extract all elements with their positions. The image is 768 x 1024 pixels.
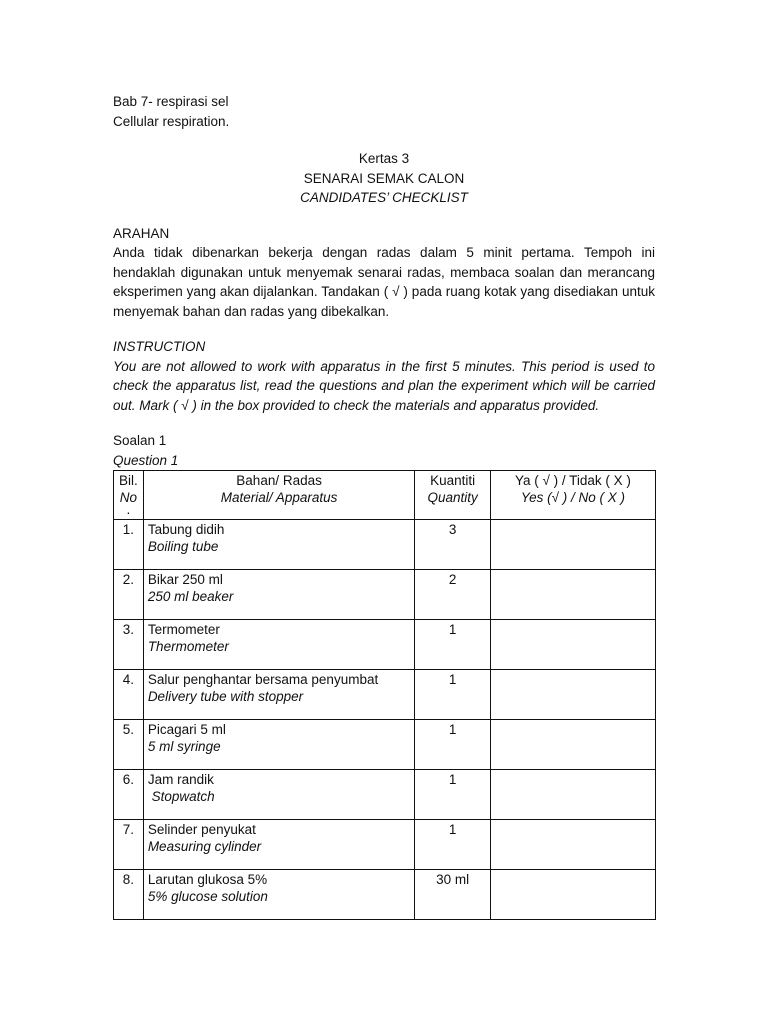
row-check-box[interactable] xyxy=(490,520,655,570)
row-number: 1. xyxy=(114,520,144,570)
instruction-heading-ms: ARAHAN xyxy=(113,225,170,241)
checklist-title-en: CANDIDATES’ CHECKLIST xyxy=(300,190,468,205)
checklist-title-ms: SENARAI SEMAK CALON xyxy=(303,170,465,186)
row-material-en: 250 ml beaker xyxy=(147,588,234,604)
row-number: 8. xyxy=(114,870,144,920)
row-number: 2. xyxy=(114,570,144,620)
instruction-heading-en: INSTRUCTION xyxy=(113,339,206,354)
header-quantity-en: Quantity xyxy=(427,489,478,505)
row-number: 5. xyxy=(114,720,144,770)
row-quantity: 30 ml xyxy=(415,870,491,920)
row-number: 7. xyxy=(114,820,144,870)
header-check-en: Yes (√ ) / No ( X ) xyxy=(520,489,626,505)
row-material-ms: Jam randik xyxy=(147,772,214,787)
document-page xyxy=(113,92,655,920)
row-quantity: 1 xyxy=(415,620,491,670)
row-material-en: 5% glucose solution xyxy=(147,888,268,904)
row-check-box[interactable] xyxy=(490,870,655,920)
row-material-en: Boiling tube xyxy=(147,538,219,554)
row-material-ms: Selinder penyukat xyxy=(147,822,256,837)
header-material-ms: Bahan/ Radas xyxy=(236,473,322,488)
table-row xyxy=(114,620,656,670)
row-number: 4. xyxy=(114,670,144,720)
table-row xyxy=(114,770,656,820)
table-row xyxy=(114,720,656,770)
row-quantity: 1 xyxy=(415,670,491,720)
row-check-box[interactable] xyxy=(490,570,655,620)
header-check xyxy=(490,471,655,520)
row-material xyxy=(143,820,415,870)
table-row xyxy=(114,520,656,570)
row-material-en: Measuring cylinder xyxy=(147,838,262,854)
row-material xyxy=(143,570,415,620)
row-check-box[interactable] xyxy=(490,770,655,820)
table-body xyxy=(114,520,656,920)
row-material xyxy=(143,720,415,770)
table-row xyxy=(114,670,656,720)
row-material-en: Stopwatch xyxy=(147,788,215,804)
row-material-en: Delivery tube with stopper xyxy=(147,688,304,704)
chapter-title: Bab 7- respirasi sel xyxy=(113,94,229,109)
row-quantity: 1 xyxy=(415,820,491,870)
header-no xyxy=(114,471,144,520)
row-material xyxy=(143,670,415,720)
instruction-body-ms: Anda tidak dibenarkan bekerja dengan radas dalam 5 minit pertama. Tempoh ini hendaklah digunakan untuk menyemak senarai radas, membaca soalan dan merancang eksperimen yang akan dijalankan. Tandakan ( √ ) pada ruang kotak yang disediakan untuk menyemak bahan dan radas yang dibekalkan. xyxy=(113,245,655,319)
row-material-ms: Termometer xyxy=(147,622,220,637)
row-material xyxy=(143,620,415,670)
row-quantity: 2 xyxy=(415,570,491,620)
header-quantity-ms: Kuantiti xyxy=(430,473,476,488)
row-check-box[interactable] xyxy=(490,820,655,870)
row-material-ms: Picagari 5 ml xyxy=(147,722,226,737)
table-header-row xyxy=(114,471,656,520)
header-no-dot: . xyxy=(126,502,131,517)
apparatus-checklist-table xyxy=(113,470,656,920)
row-check-box[interactable] xyxy=(490,620,655,670)
chapter-title-en: Cellular respiration. xyxy=(113,113,230,129)
row-check-box[interactable] xyxy=(490,670,655,720)
question-label-en: Question 1 xyxy=(113,452,179,468)
row-material-ms: Salur penghantar bersama penyumbat xyxy=(147,672,379,687)
row-material xyxy=(143,520,415,570)
row-quantity: 3 xyxy=(415,520,491,570)
row-material-ms: Bikar 250 ml xyxy=(147,572,223,587)
row-check-box[interactable] xyxy=(490,720,655,770)
table-row xyxy=(114,570,656,620)
table-row xyxy=(114,870,656,920)
header-quantity xyxy=(415,471,491,520)
instruction-body-en: You are not allowed to work with apparatus in the first 5 minutes. This period is used to check the apparatus list, read the questions and plan the experiment which will be carried out. Mark ( √ ) in the box provided to check the materials and apparatus provided. xyxy=(113,358,655,413)
row-material xyxy=(143,870,415,920)
row-material xyxy=(143,770,415,820)
table-row xyxy=(114,820,656,870)
question-label-ms: Soalan 1 xyxy=(113,433,167,448)
header-check-ms: Ya ( √ ) / Tidak ( X ) xyxy=(515,473,631,488)
header-no-en: No xyxy=(119,489,138,505)
header-material xyxy=(143,471,415,520)
row-number: 3. xyxy=(114,620,144,670)
header-material-en: Material/ Apparatus xyxy=(220,489,338,505)
header-no-ms: Bil. xyxy=(119,473,138,488)
row-material-en: Thermometer xyxy=(147,638,229,654)
row-quantity: 1 xyxy=(415,720,491,770)
row-material-ms: Larutan glukosa 5% xyxy=(147,872,268,887)
row-material-en: 5 ml syringe xyxy=(147,738,221,754)
paper-number: Kertas 3 xyxy=(358,151,410,166)
row-material-ms: Tabung didih xyxy=(147,522,225,537)
row-quantity: 1 xyxy=(415,770,491,820)
row-number: 6. xyxy=(114,770,144,820)
